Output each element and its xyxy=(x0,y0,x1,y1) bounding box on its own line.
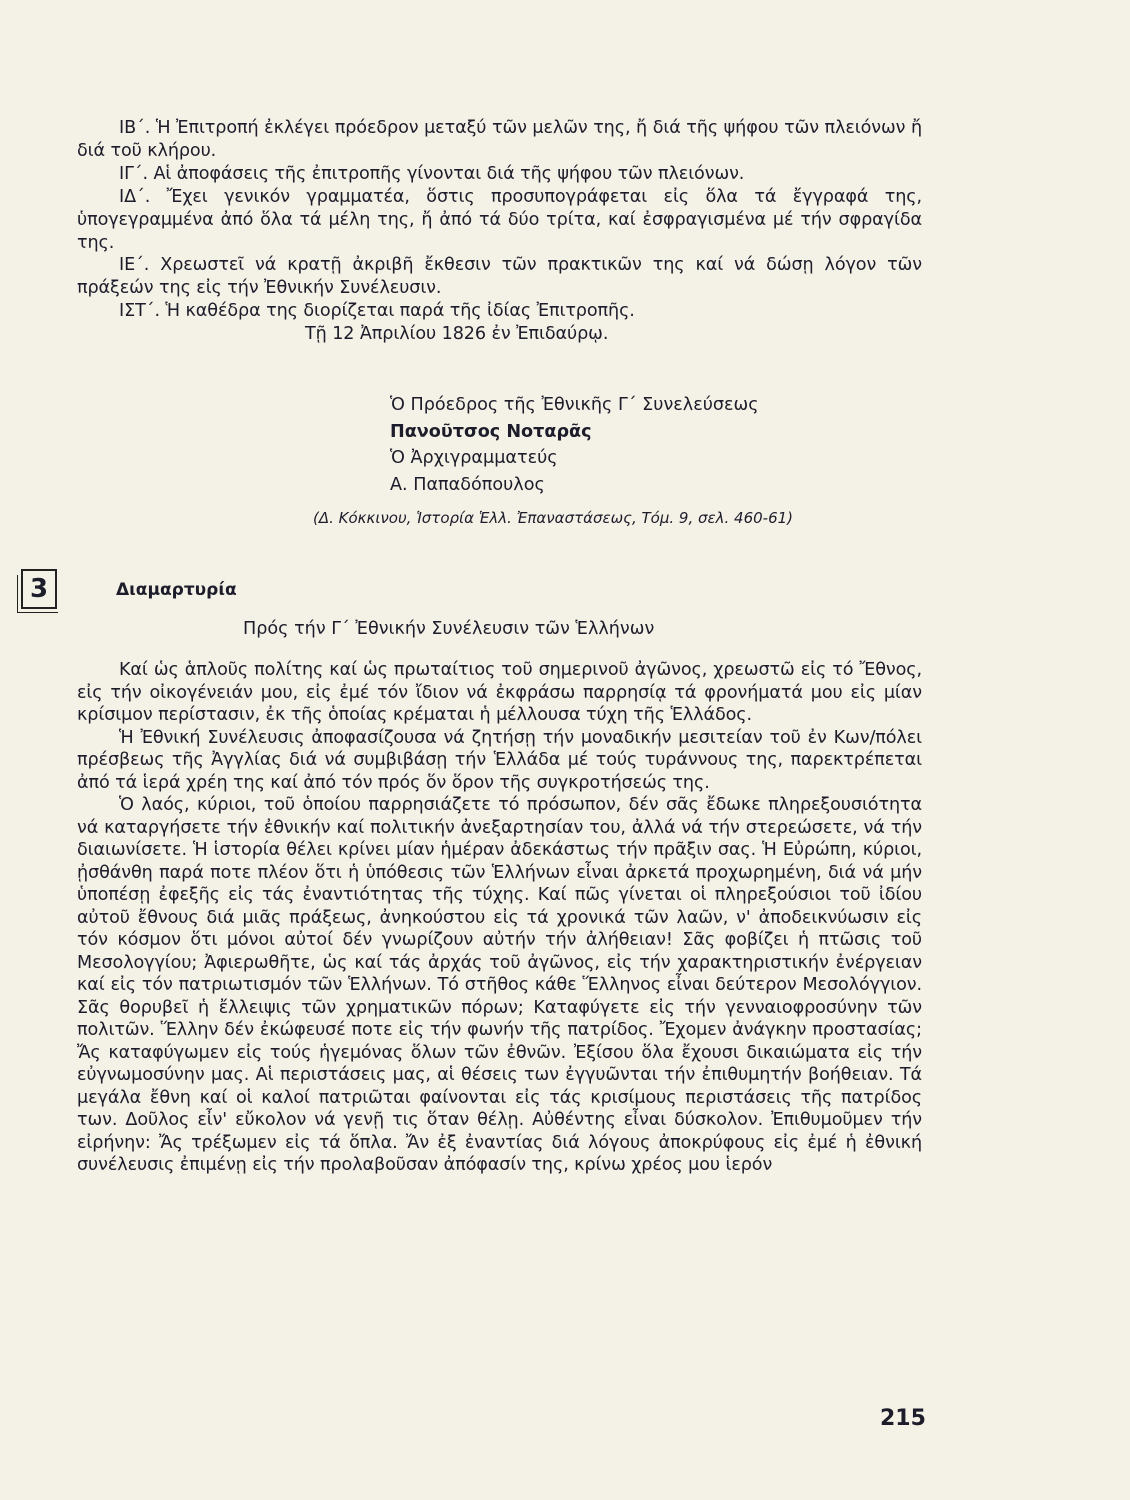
letter-addressee: Πρός τήν Γ΄ Ἐθνικήν Συνέλευσιν τῶν Ἑλλήνων xyxy=(243,619,655,639)
letter-paragraph: Ὁ λαός, κύριοι, τοῦ ὁποίου παρρησιάζετε τό πρόσωπον, δέν σᾶς ἔδωκε πληρεξουσιότητα νά καταργήσετε τήν ἐθνικήν καί πολιτικήν ἀνεξαρτησίαν του, ἀλλά νά τήν στερεώσετε, νά τήν διαιωνίσετε. Ἡ ἱστορία θέλει κρίνει μίαν ἡμέραν ἀδεκάστως τήν πρᾶξιν σας. Ἡ Εὐρώπη, κύριοι, ᾐσθάνθη παρά ποτε πλέον ὅτι ἡ ὑπόθεσις τῶν Ἑλλήνων εἶναι ἀρκετά προχωρημένη, διά νά μήν ὑποπέσῃ ἐφεξῆς εἰς τάς ἐναντιότητας τῆς τύχης. Καί πῶς γίνεται οἱ πληρεξούσιοι τοῦ ἰδίου αὐτοῦ ἔθνους διά μιᾶς πράξεως, ἀνηκούστου εἰς τά χρονικά τῶν λαῶν, ν' ἀποδεικνύωσιν εἰς τόν κόσμον ὅτι μόνοι αὐτοί δέν γνωρίζουν αὐτήν τήν ἀλήθειαν! Σᾶς φοβίζει ἡ πτῶσις τοῦ Μεσολογγίου; Ἀφιερωθῆτε, ὡς καί τάς ἀρχάς τοῦ ἀγῶνος, εἰς τήν χαρακτηριστικήν ἐνέργειαν καί εἰς τόν πατριωτισμόν τῶν Ἑλλήνων. Τό στῆθος κάθε Ἕλληνος εἶναι δεύτερον Μεσολόγγιον. Σᾶς θορυβεῖ ἡ ἔλλειψις τῶν χρηματικῶν πόρων; Καταφύγετε εἰς τήν γενναιοφροσύνην τῶν πολιτῶν. Ἕλλην δέν ἐκώφευσέ ποτε εἰς τήν φωνήν τῆς πατρίδος. Ἔχομεν ἀνάγκην προστασίας; Ἄς καταφύγωμεν εἰς τούς ἡγεμόνας ὅλων τῶν ἐθνῶν. Ἐξίσου ὅλα ἔχουσι δικαιώματα εἰς τήν εὐγνωμοσύνην μας. Αἱ περιστάσεις μας, αἱ θέσεις των ἐγγυῶνται τήν ἐπιθυμητήν βοήθειαν. Τά μεγάλα ἔθνη καί οἱ καλοί πατριῶται φαίνονται εἰς τάς κρισίμους περιστάσεις τῆς πατρίδος των. Δοῦλος εἶν' εὔκολον νά γενῇ τις ὅταν θέλῃ. Αὐθέντης εἶναι δύσκολον. Ἐπιθυμοῦμεν τήν εἰρήνην: Ἄς τρέξωμεν εἰς τά ὅπλα. Ἄν ἐξ ἐναντίας διά λόγους ἀποκρύφους εἰς ἐμέ ἡ ἐθνική συνέλευσις ἐπιμένῃ εἰς τήν προλαβοῦσαν ἀπόφασίν της, κρίνω χρέος μου ἱερόν xyxy=(77,795,922,1175)
page-number: 215 xyxy=(880,1406,926,1431)
date-line: Τῇ 12 Ἀπριλίου 1826 ἐν Ἐπιδαύρῳ. xyxy=(305,324,609,345)
signature-block xyxy=(390,392,759,499)
section-title: Διαμαρτυρία xyxy=(116,580,237,600)
articles-block xyxy=(77,117,922,346)
article-15: ΙΕ΄. Χρεωστεῖ νά κρατῇ ἀκριβῆ ἔκθεσιν τῶν πρακτικῶν της καί νά δώσῃ λόγον τῶν πράξεών της εἰς τήν Ἐθνικήν Συνέλευσιν. xyxy=(77,255,922,299)
source-citation: (Δ. Κόκκινου, Ἱστορία Ἑλλ. Ἐπαναστάσεως, Τόμ. 9, σελ. 460-61) xyxy=(313,509,794,527)
article-13: ΙΓ΄. Αἱ ἀποφάσεις τῆς ἐπιτροπῆς γίνονται διά τῆς ψήφου τῶν πλειόνων. xyxy=(119,163,745,184)
article-16: ΙΣΤ΄. Ἡ καθέδρα της διορίζεται παρά τῆς ἰδίας Ἐπιτροπῆς. xyxy=(119,301,635,322)
letter-paragraph: Καί ὡς ἁπλοῦς πολίτης καί ὡς πρωταίτιος τοῦ σημερινοῦ ἀγῶνος, χρεωστῶ εἰς τό Ἔθνος, εἰς τήν οἰκογένειάν μου, εἰς ἐμέ τόν ἴδιον νά ἐκφράσω παρρησίᾳ τά φρονήματά μου εἰς μίαν κρίσιμον περίστασιν, ἐκ τῆς ὁποίας κρέμαται ἡ μέλλουσα τύχη τῆς Ἑλλάδος. xyxy=(77,660,922,725)
signature-name-president: Πανοῦτσος Νοταρᾶς xyxy=(390,421,592,442)
signature-name-secretary: Α. Παπαδόπουλος xyxy=(390,475,545,496)
signature-role-president: Ὁ Πρόεδρος τῆς Ἐθνικῆς Γ΄ Συνελεύσεως xyxy=(390,395,759,415)
document-number-box: 3 xyxy=(21,569,57,609)
signature-role-secretary: Ὁ Ἀρχιγραμματεύς xyxy=(390,448,558,469)
letter-body xyxy=(77,659,922,1177)
letter-paragraph: Ἡ Ἐθνική Συνέλευσις ἀποφασίζουσα νά ζητήσῃ τήν μοναδικήν μεσιτείαν τοῦ ἐν Κων/πόλει πρέσβεως τῆς Ἀγγλίας διά νά συμβιβάσῃ τήν Ἑλλάδα μέ τούς τυράννους της, παρεκτρέπεται ἀπό τά ἱερά χρέη της καί ἀπό τόν πρός ὅν ὅρον τῆς συγκροτήσεώς της. xyxy=(77,727,922,793)
article-14: ΙΔ΄. Ἔχει γενικόν γραμματέα, ὅστις προσυπογράφεται εἰς ὅλα τά ἔγγραφά της, ὑπογεγραμμένα ἀπό ὅλα τά μέλη της, ἤ ἀπό τά δύο τρίτα, καί ἐσφραγισμένα μέ τήν σφραγίδα της. xyxy=(77,186,922,253)
article-12: ΙΒ΄. Ἡ Ἐπιτροπή ἐκλέγει πρόεδρον μεταξύ τῶν μελῶν της, ἤ διά τῆς ψήφου τῶν πλειόνων ἤ διά τοῦ κλήρου. xyxy=(77,118,922,161)
